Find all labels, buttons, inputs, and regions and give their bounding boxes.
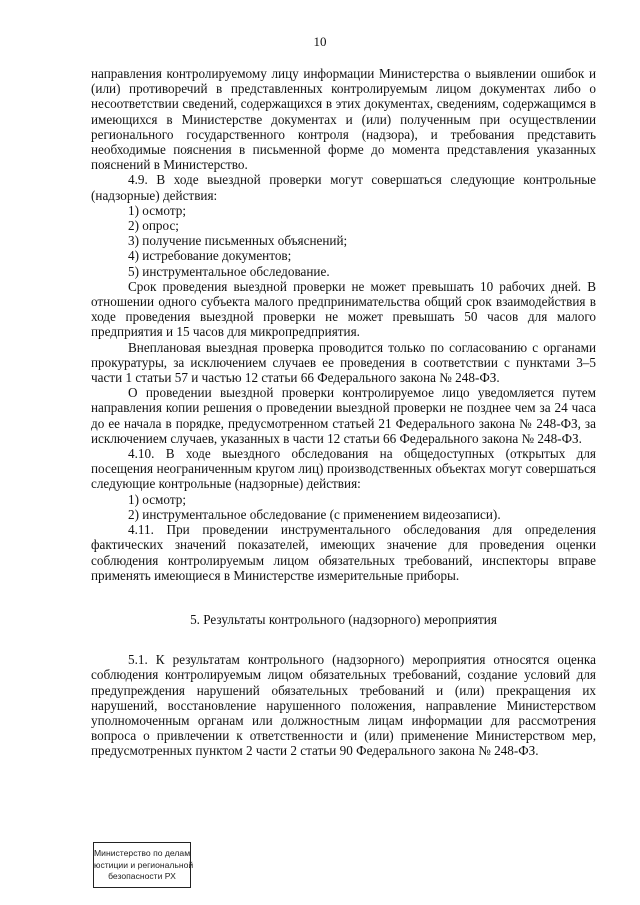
list-item: 1) осмотр; xyxy=(128,202,187,218)
document-body xyxy=(91,66,596,759)
stamp-line: Министерство по делам xyxy=(94,848,191,858)
list-item: 2) инструментальное обследование (с применением видеозаписи). xyxy=(128,506,501,522)
stamp-line: юстиции и региональной xyxy=(94,859,194,870)
section-heading: 5. Результаты контрольного (надзорного) мероприятия xyxy=(190,611,497,627)
list-item: 2) опрос; xyxy=(128,218,179,234)
paragraph-unscheduled-inspection: Внеплановая выездная проверка проводится только по согласованию с органами прокуратуры, за исключением случаев ее проведения в соответствии с пунктами 3–5 части 1 статьи 57 и частью 12 статьи 66 Федерального закона № 248-ФЗ. xyxy=(91,339,596,386)
paragraph-4-9: 4.9. В ходе выездной проверки могут совершаться следующие контрольные (надзорные) действия: xyxy=(91,172,596,203)
paragraph-continuation: направления контролируемому лицу информации Министерства о выявлении ошибок и (или) противоречий в представленных контролируемым лицом документах либо о несоответствии сведений, содержащихся в этих документах, сведениям, содержащимся в имеющихся в Министерстве документах и (или) полученным при осуществлении регионального государственного контроля (надзора), и требования представить необходимые пояснения в письменной форме до момента представления указанных пояснений в Министерство. xyxy=(91,66,596,173)
page-number: 10 xyxy=(313,34,327,49)
ministry-stamp xyxy=(93,842,194,888)
list-item: 5) инструментальное обследование. xyxy=(128,263,330,279)
paragraph-inspection-term: Срок проведения выездной проверки не может превышать 10 рабочих дней. В отношении одного субъекта малого предпринимательства общий срок взаимодействия в ходе проведения выездной проверки не может превышать 50 часов для малого предприятия и 15 часов для микропредприятия. xyxy=(91,278,596,340)
paragraph-5-1: 5.1. К результатам контрольного (надзорного) мероприятия относятся оценка соблюдения контролируемым лицом обязательных требований, создание условий для предупреждения нарушений обязательных требований и (или) прекращения их нарушений, восстановление нарушенного положения, направление Министерством уполномоченным органам или должностным лицам информации для рассмотрения вопроса о привлечении к ответственности и (или) применение Министерством мер, предусмотренных пунктом 2 части 2 статьи 90 Федерального закона № 248-ФЗ. xyxy=(91,652,596,759)
paragraph-notification: О проведении выездной проверки контролируемое лицо уведомляется путем направления копии решения о проведении выездной проверки не позднее чем за 24 часа до ее начала в порядке, предусмотренном статьей 21 Федерального закона № 248-ФЗ, за исключением случаев, указанных в части 12 статьи 66 Федерального закона № 248-ФЗ. xyxy=(91,385,596,446)
paragraph-4-10: 4.10. В ходе выездного обследования на общедоступных (открытых для посещения неограниченным кругом лиц) производственных объектах могут совершаться следующие контрольные (надзорные) действия: xyxy=(91,446,596,492)
list-item: 4) истребование документов; xyxy=(128,248,292,264)
paragraph-4-11: 4.11. При проведении инструментального обследования для определения фактических значений показателей, имеющих значение для проведения оценки соблюдения контролируемым лицом обязательных требований, инспекторы вправе применять имеющиеся в Министерстве измерительные приборы. xyxy=(91,522,596,583)
list-item: 1) осмотр; xyxy=(128,491,187,507)
list-item: 3) получение письменных объяснений; xyxy=(128,233,348,249)
stamp-line: безопасности РХ xyxy=(108,871,176,881)
